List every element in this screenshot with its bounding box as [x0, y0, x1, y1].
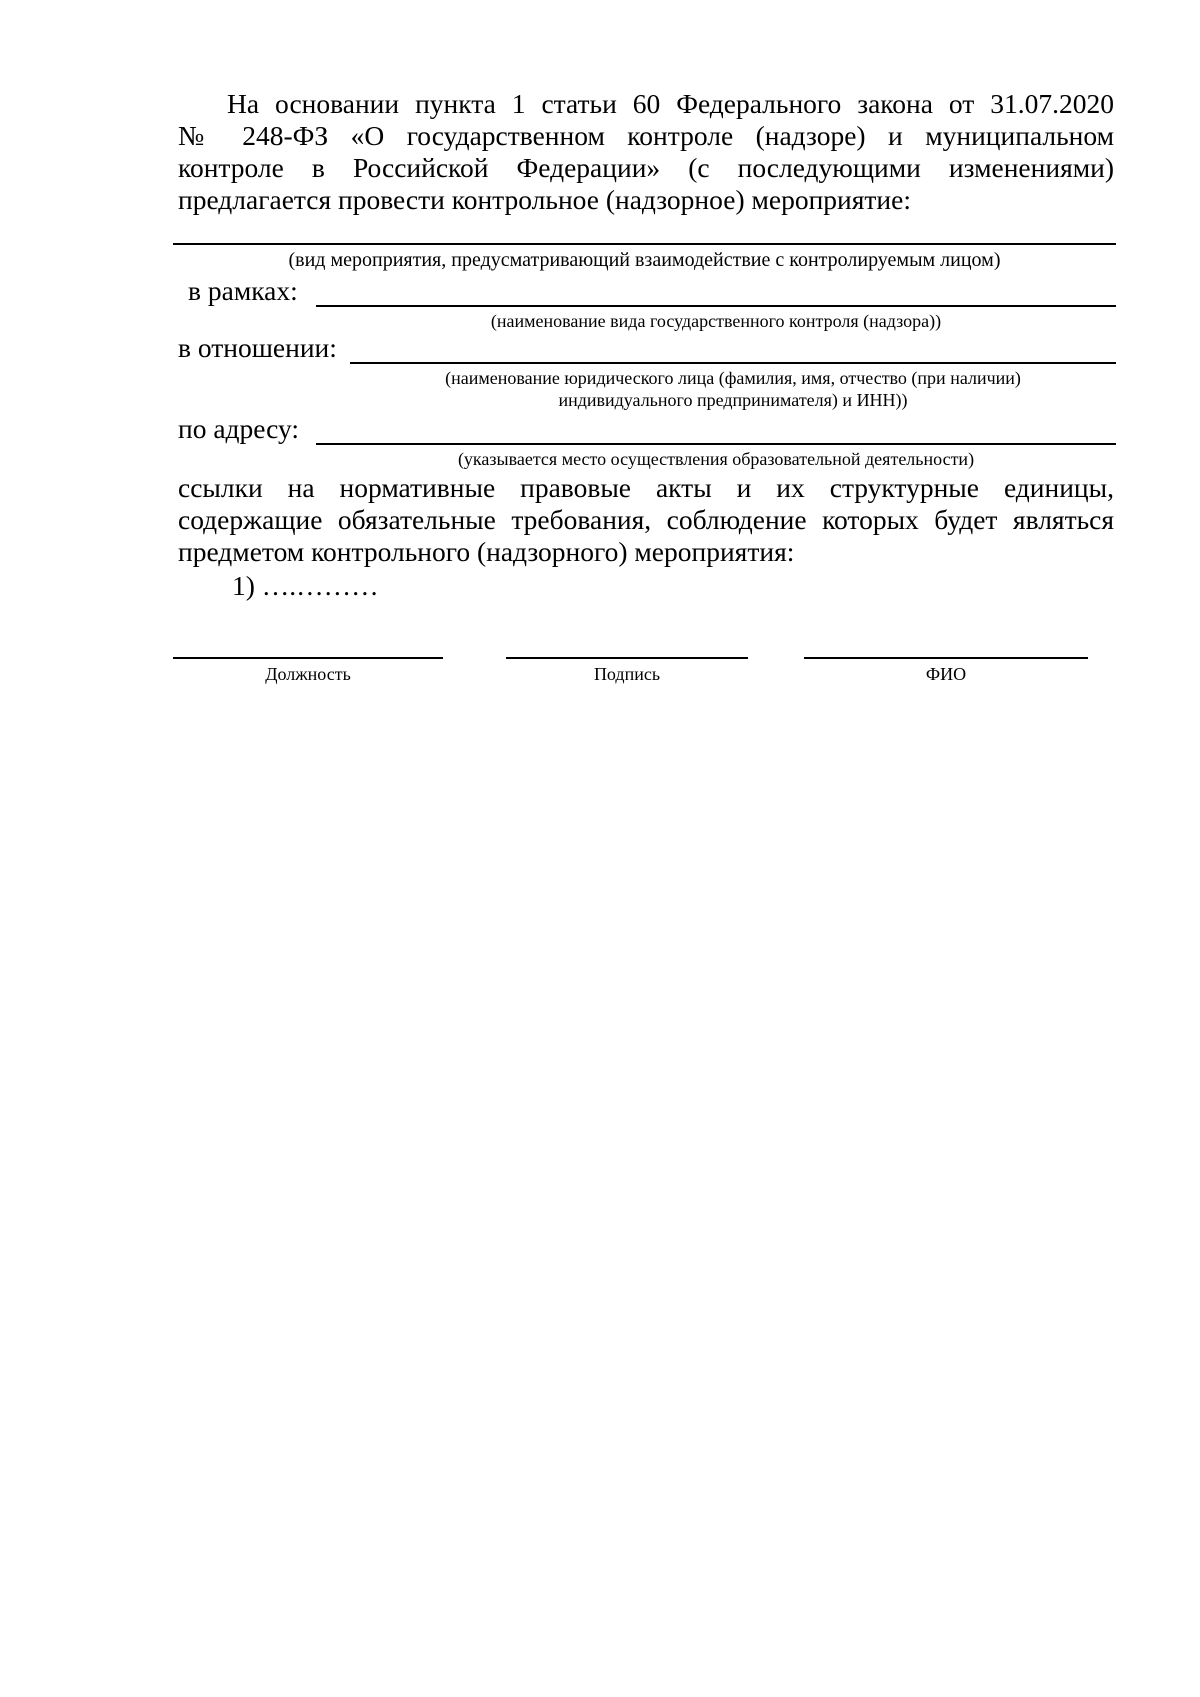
intro-line-1: На основании пункта 1 статьи 60 Федерального закона от 31.07.2020 [227, 88, 1114, 119]
signature-blank-line[interactable] [506, 657, 748, 659]
subject-caption-line-2: индивидуального предпринимателя) и ИНН)) [558, 390, 908, 410]
event-type-blank-line[interactable] [173, 243, 1116, 245]
intro-line-2: № 248-ФЗ «О государственном контроле (надзоре) и муниципальном [178, 120, 1114, 151]
subject-blank-line[interactable] [350, 362, 1116, 364]
address-blank-line[interactable] [316, 443, 1116, 445]
references-line-2: содержащие обязательные требования, соблюдение которых будет являться [178, 504, 1114, 535]
framework-blank-line[interactable] [316, 305, 1116, 307]
signature-caption: Подпись [593, 664, 661, 684]
address-label: по адресу: [178, 413, 300, 444]
name-blank-line[interactable] [804, 657, 1088, 659]
framework-label: в рамках: [188, 275, 298, 306]
subject-caption-line-1: (наименование юридического лица (фамилия, имя, отчество (при наличии) [445, 368, 1021, 388]
intro-line-3: контроле в Российской Федерации» (с последующими изменениями) [178, 152, 1114, 183]
name-caption: ФИО [925, 664, 967, 684]
framework-caption: (наименование вида государственного контроля (надзора)) [490, 311, 942, 331]
intro-line-4: предлагается провести контрольное (надзорное) мероприятие: [178, 184, 911, 215]
event-type-caption: (вид мероприятия, предусматривающий взаимодействие с контролируемым лицом) [288, 249, 1001, 271]
subject-label: в отношении: [178, 332, 337, 363]
references-line-3: предметом контрольного (надзорного) мероприятия: [178, 536, 795, 567]
position-caption: Должность [265, 664, 351, 684]
references-line-1: ссылки на нормативные правовые акты и их структурные единицы, [178, 472, 1114, 503]
list-item-1: 1) ….……… [232, 570, 379, 601]
address-caption: (указывается место осуществления образовательной деятельности) [457, 449, 975, 469]
position-blank-line[interactable] [173, 657, 443, 659]
